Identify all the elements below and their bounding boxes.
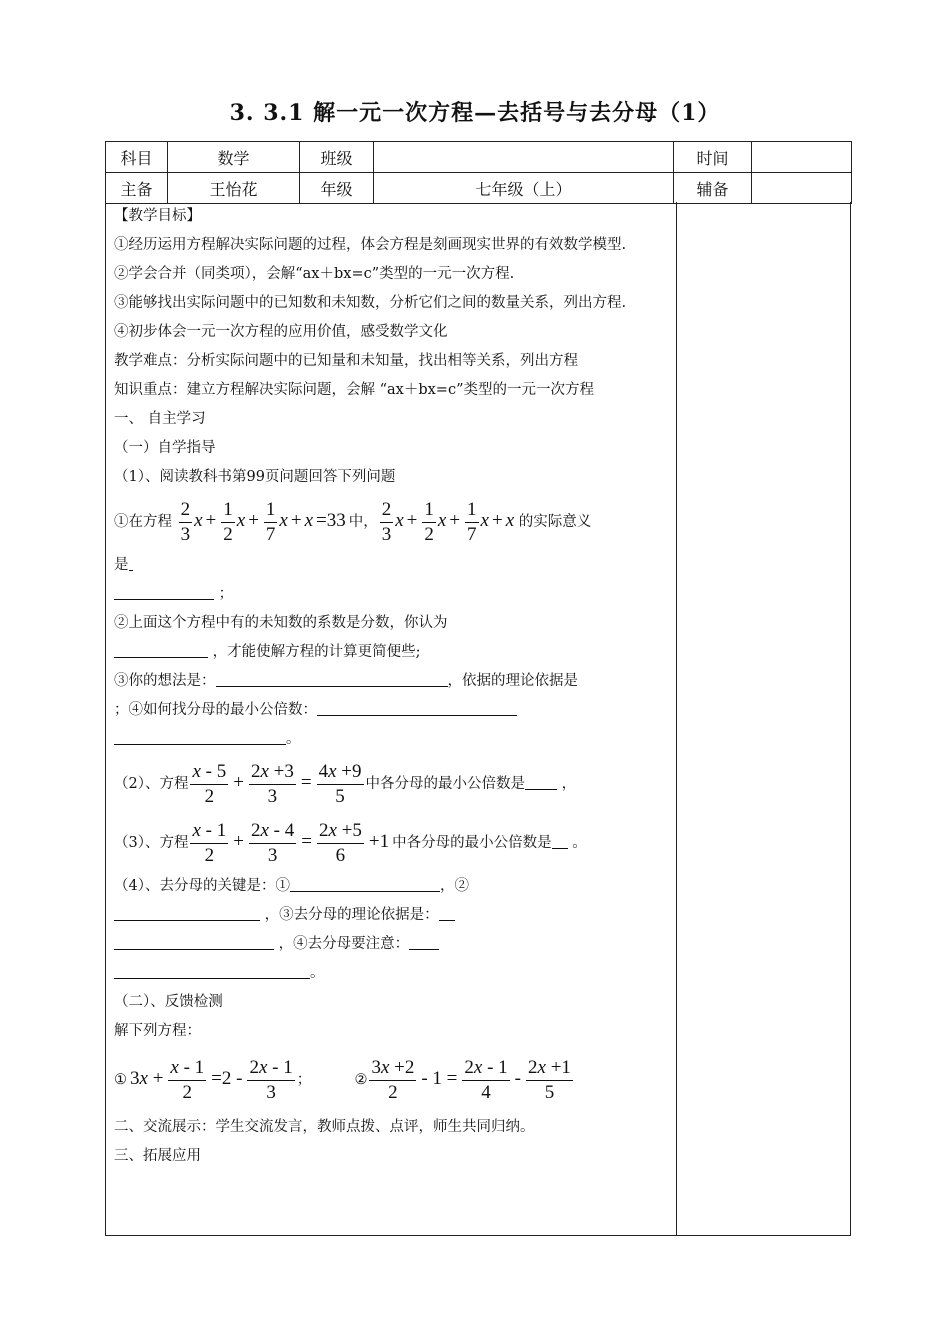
question-4-c: ，③去分母的理论依据是： xyxy=(114,901,670,930)
answer-blank[interactable] xyxy=(114,643,208,659)
class-value xyxy=(374,142,674,173)
answer-blank[interactable] xyxy=(409,935,439,951)
exercise-row: ① 3x + $\frac{x - 1}{2}$ =2 - $\frac{2x - 1}{3}$ ； ② $\frac{3x +2}{2}$ - 1 = $\frac{2x - 1}{4}$ - $\frac{2x +1}{5}$ xyxy=(114,1046,670,1113)
page-title: 3. 3.1 解一元一次方程—去括号与去分母（1） xyxy=(229,100,721,126)
header-row-2 xyxy=(106,173,852,204)
lesson-content xyxy=(114,202,670,1171)
section-1: 一、 自主学习 xyxy=(114,411,206,427)
answer-blank[interactable] xyxy=(317,701,517,717)
goal-2: ②学会合并（同类项），会解“ax＋bx=c”类型的一元一次方程. xyxy=(114,266,515,282)
time-value xyxy=(752,142,852,173)
answer-blank[interactable] xyxy=(114,906,260,922)
exercise-1: 3x + $\frac{x - 1}{2}$ =2 - $\frac{2x - 1}{3}$ xyxy=(130,1056,293,1103)
header-table xyxy=(105,141,852,204)
equation-2: $\frac{x - 5}{2}$ + $\frac{2x +3}{3}$ = $\frac{4x +9}{5}$ xyxy=(192,760,362,807)
answer-blank[interactable] xyxy=(290,877,440,893)
answer-blank[interactable] xyxy=(552,834,568,850)
answer-blank[interactable] xyxy=(129,556,133,572)
question-4-e: 。 xyxy=(114,959,670,988)
goal-3: ③能够找出实际问题中的已知数和未知数，分析它们之间的数量关系，列出方程. xyxy=(114,295,627,311)
grade-value: 七年级（上） xyxy=(374,173,674,204)
subsection-2: （二）、反馈检测 xyxy=(114,994,223,1010)
column-divider xyxy=(676,202,677,1235)
question-1a-is: 是 xyxy=(114,551,670,580)
answer-blank[interactable] xyxy=(114,585,214,601)
grade-label: 年级 xyxy=(300,173,374,204)
subsection-1: （一）自学指导 xyxy=(114,440,216,456)
author-value: 王怡花 xyxy=(168,173,300,204)
answer-blank[interactable] xyxy=(525,775,557,791)
solve-instruction: 解下列方程： xyxy=(114,1023,201,1039)
difficulty: 教学难点：分析实际问题中的已知量和未知量，找出相等关系，列出方程 xyxy=(114,353,578,369)
subject-label: 科目 xyxy=(106,142,168,173)
question-1a: ①在方程 $\frac{2}{3}$ x + $\frac{1}{2}$ x + $\frac{1}{7}$ x + x =33 中， $\frac{2}{3}$ x + $\frac{1}{2}$ x + $\frac{1}{7}$ x + x 的实际意义 xyxy=(114,498,592,545)
goal-1: ①经历运用方程解决实际问题的过程，体会方程是刻画现实世界的有效数学模型. xyxy=(114,237,627,253)
question-3: （3）、方程 $\frac{x - 1}{2}$ + $\frac{2x - 4}{3}$ = $\frac{2x +5}{6}$ +1 中各分母的最小公倍数是 。 xyxy=(114,819,587,866)
question-1b: ②上面这个方程中有的未知数的系数是分数，你认为 xyxy=(114,615,448,631)
answer-blank[interactable] xyxy=(114,964,310,980)
goal-4: ④初步体会一元一次方程的应用价值，感受数学文化 xyxy=(114,324,448,340)
question-1d-2: 。 xyxy=(114,725,670,754)
question-1b-2: ，才能使解方程的计算更简便些; xyxy=(114,638,670,667)
author-label: 主备 xyxy=(106,173,168,204)
exercise-2: $\frac{3x +2}{2}$ - 1 = $\frac{2x - 1}{4}$ - $\frac{2x +1}{5}$ xyxy=(371,1056,571,1103)
answer-blank[interactable] xyxy=(439,906,455,922)
question-4-d: ，④去分母要注意： xyxy=(114,930,670,959)
section-3: 三、拓展应用 xyxy=(114,1148,201,1164)
goals-title: 【教学目标】 xyxy=(114,208,201,224)
expression-1: $\frac{2}{3}$ x + $\frac{1}{2}$ x + $\frac{1}{7}$ x + x xyxy=(381,498,515,545)
section-2: 二、交流展示：学生交流发言，教师点拨、点评，师生共同归纳。 xyxy=(114,1119,535,1135)
equation-3: $\frac{x - 1}{2}$ + $\frac{2x - 4}{3}$ = $\frac{2x +5}{6}$ +1 xyxy=(192,819,390,866)
class-label: 班级 xyxy=(300,142,374,173)
time-label: 时间 xyxy=(674,142,752,173)
question-1: （1）、阅读教科书第99页问题回答下列问题 xyxy=(114,469,396,485)
assistant-value xyxy=(752,173,852,204)
question-2: （2）、方程 $\frac{x - 5}{2}$ + $\frac{2x +3}{3}$ = $\frac{4x +9}{5}$ 中各分母的最小公倍数是 ， xyxy=(114,760,577,807)
lesson-body xyxy=(105,202,851,1236)
question-4: （4）、去分母的关键是：① ，② xyxy=(114,878,469,894)
answer-blank[interactable] xyxy=(216,672,448,688)
answer-blank[interactable] xyxy=(114,935,274,951)
question-1a-blank: ； xyxy=(114,580,670,609)
subject-value: 数学 xyxy=(168,142,300,173)
header-row-1 xyxy=(106,142,852,173)
answer-blank[interactable] xyxy=(114,730,286,746)
question-1d: ；④如何找分母的最小公倍数： xyxy=(114,696,670,725)
assistant-label: 辅备 xyxy=(674,173,752,204)
keypoint: 知识重点：建立方程解决实际问题，会解 “ax＋bx=c”类型的一元一次方程 xyxy=(114,382,594,398)
equation-1: $\frac{2}{3}$ x + $\frac{1}{2}$ x + $\frac{1}{7}$ x + x =33 xyxy=(180,498,346,545)
question-1c: ③你的想法是： ，依据的理论依据是 xyxy=(114,673,578,689)
